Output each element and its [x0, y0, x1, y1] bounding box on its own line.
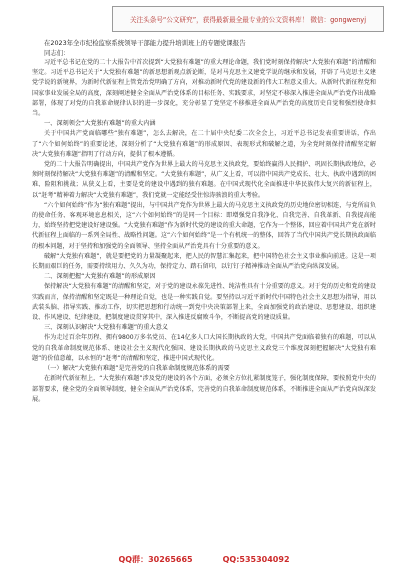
contact-footer [0, 549, 408, 569]
section-3-paragraph-1: 作为走过百余年历程、拥有9800万多名党员、在14亿多人口大国长期执政的大党，中国共产党面临着独有的难题，可以从党的自我革命制度规范体系、建设社会主义现代化强国、建设长期执政的马克思主义政党三个维度深刻把握解决“大党独有难题”的价值意蕴，以永恒的“赶考”的清醒和坚定，推进中国式现代化。 [32, 334, 376, 362]
qq-number-text: QQ:535304092 [222, 554, 290, 564]
section-2-paragraph-1: 保持解决“大党独有难题”的清醒和坚定，对于党的建设永葆先进性、纯洁性具有十分重要的意义。对于党的历史和党的建设实践而言，保持清醒和坚定既是一种理论自觉，也是一种实践自觉。要坚持以习近平新时代中国特色社会主义思想为指导，用以武装头脑、指导实践、推动工作，切实把思想和行动统一到党中央决策部署上来，全面加强党的政治建设、思想建设、组织建设、作风建设、纪律建设，把制度建设贯穿其中，深入推进反腐败斗争，不断提高党的建设质量。 [32, 283, 376, 322]
promo-banner-text: 关注头条号“公文研究”，获得最新最全最专业的公文资料库！ 微信：gongwenyj [129, 16, 367, 24]
section-1-paragraph-3: “六个如何始终”作为“独有难题”提出，与中国共产党作为世界上最大的马克思主义执政党的历史地位密切相连，与党所肩负的使命任务、客观环境息息相关，这“六个如何始终”的是同一个目标：即增强党自我净化、自我完善、自我革新、自我提高能力，始终坚持把党建设好建设强。“大党独有难题”作为新时代党的建设的重大命题，它作为一个整体，回应着中国共产党在新时代新征程上面临的一系列全局性、战略性问题。这“六个如何始终”是一个有机统一的整体，回答了当代中国共产党长期执政面临的根本问题，对于坚持和加强党的全面领导、坚持全面从严治党具有十分重要的意义。 [32, 201, 376, 250]
qq-group-text: QQ群：30265665 [118, 554, 193, 564]
document-title: 在2023年全市纪检监察系统领导干部能力提升培训班上的专题党课报告 [44, 39, 246, 47]
section-1-paragraph-2: 党的二十大报告明确提出，中国共产党作为世界上最大的马克思主义执政党，要始终赢得人民拥护、巩固长期执政地位，必须时刻保持解决“大党独有难题”的清醒和坚定。“大党独有难题”，从广义上看，可以指中国共产党成长、壮大、执政中遇到的困难、险阻和挑战；从狭义上看，主要是党的建设中遇到的独有难题。在中国式现代化全面推进中华民族伟大复兴的新征程上，以“赶考”精神着力解决“大党独有难题”，我们党就一定能经受住惊涛骇浪的重大考验。 [32, 161, 376, 199]
section-1-paragraph-4: 破解“大党独有难题”，就是要把党的力量凝聚起来，把人民的智慧汇集起来，把中国特色社会主义事业推向前进。这是一项长期而艰巨的任务，需要持续用力、久久为功，保持定力、踏石留印，以钉钉子精神推动全面从严治党向纵深发展。 [32, 252, 376, 271]
salutation: 同志们： [44, 49, 70, 57]
section-heading-3: 三、深刻认识解决“大党独有难题”的重大意义 [44, 324, 168, 332]
document-body [32, 38, 376, 405]
section-heading-2: 二、深刻把握“大党独有难题”的形成原因 [44, 273, 156, 281]
section-heading-1: 一、深刻领会“大党独有难题”的重大内涵 [44, 120, 156, 128]
subsection-heading-1: （一）解决“大党独有难题”是完善党的自我革命制度规范体系的需要 [44, 365, 230, 373]
intro-paragraph: 习近平总书记在党的二十大报告中首次提到“大党独有难题”的重大理论命题，我们党时刻保持解决“大党独有难题”的清醒和坚定。习近平总书记关于“大党独有难题”的新思想新观点新论断，是对马克思主义建党学说的继承和发展，开辟了马克思主义建党学说的新境界，为新时代新征程上管党治党明确了方向，对推动新时代党的建设新的伟大工程意义重大。从新时代新征程党和国家事业发展全局的高度，深刻阐述健全全面从严治党体系的目标任务、实践要求，对坚定不移深入推进全面从严治党作出战略部署，体现了对党的自我革命规律认识的进一步深化，充分彰显了党坚定不移推进全面从严治党的高度历史自觉和强烈使命担当。 [32, 59, 376, 118]
section-1-paragraph-1: 关于中国共产党面临哪些“独有难题”，怎么去解决，在二十届中央纪委二次全会上，习近平总书记发表重要讲话，作出了“六个如何始终”的重要论述，深刻分析了“大党独有难题”的形成原因、表现形式和破解之道，为全党时刻保持清醒坚定解决“大党独有难题”指明了行动方向，提供了根本遵循。 [32, 130, 376, 158]
subsection-1-paragraph-1: 在新时代新征程上，“大党独有难题”涉及党的建设的各个方面，必须全方位扎紧制度笼子，强化制度保障，要按照党中央的部署要求，健全党的全面领导制度，健全全面从严治党体系，完善党的自我革命制度规范体系，不断推进全面从严治党向纵深发展。 [32, 375, 376, 403]
promo-banner [112, 6, 384, 32]
